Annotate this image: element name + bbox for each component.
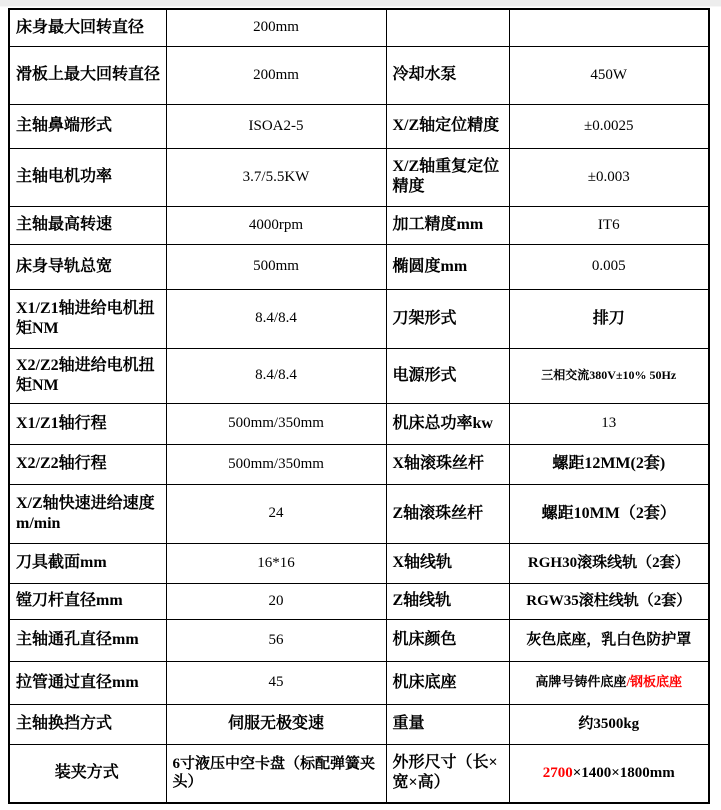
spec-value: 24: [166, 484, 386, 543]
spec-value: ±0.003: [509, 148, 709, 206]
spec-label: 主轴鼻端形式: [9, 104, 166, 148]
spec-label: 机床总功率kw: [386, 403, 509, 444]
spec-table: [8, 8, 710, 804]
top-strip: [0, 0, 721, 7]
spec-label: 刀架形式: [386, 289, 509, 348]
spec-label: X/Z轴定位精度: [386, 104, 509, 148]
spec-label: 床身最大回转直径: [9, 9, 166, 46]
spec-value: 螺距10MM（2套）: [509, 484, 709, 543]
spec-label: 冷却水泵: [386, 46, 509, 104]
spec-value: 排刀: [509, 289, 709, 348]
spec-value-part-black: 高牌号铸件底座: [535, 674, 627, 690]
spec-value: 灰色底座，乳白色防护罩: [509, 619, 709, 661]
spec-value: 500mm: [166, 244, 386, 289]
table-row: [9, 289, 709, 348]
spec-label: 装夹方式: [9, 744, 166, 803]
spec-label: 主轴换挡方式: [9, 704, 166, 744]
spec-value: IT6: [509, 206, 709, 244]
spec-value: 56: [166, 619, 386, 661]
spec-value: ±0.0025: [509, 104, 709, 148]
spec-value: 伺服无极变速: [166, 704, 386, 744]
spec-value: 200mm: [166, 46, 386, 104]
spec-label: 滑板上最大回转直径: [9, 46, 166, 104]
spec-value-part-red: /钢板底座: [626, 674, 683, 690]
spec-label: 刀具截面mm: [9, 543, 166, 583]
table-row: [9, 148, 709, 206]
table-row: [9, 104, 709, 148]
spec-label: Z轴线轨: [386, 583, 509, 619]
table-row: [9, 619, 709, 661]
spec-value: 0.005: [509, 244, 709, 289]
spec-value: 3.7/5.5KW: [166, 148, 386, 206]
spec-value: 20: [166, 583, 386, 619]
spec-label: X/Z轴重复定位精度: [386, 148, 509, 206]
spec-label: X1/Z1轴进给电机扭矩NM: [9, 289, 166, 348]
spec-label: 主轴最高转速: [9, 206, 166, 244]
table-row: [9, 403, 709, 444]
spec-label: X轴滚珠丝杆: [386, 444, 509, 484]
spec-label: 电源形式: [386, 348, 509, 403]
spec-value: 8.4/8.4: [166, 348, 386, 403]
spec-label: 拉管通过直径mm: [9, 661, 166, 704]
spec-label: X/Z轴快速进给速度m/min: [9, 484, 166, 543]
spec-value: 6寸液压中空卡盘（标配弹簧夹头）: [166, 744, 386, 803]
spec-value: 13: [509, 403, 709, 444]
spec-value: RGH30滚珠线轨（2套）: [509, 543, 709, 583]
spec-label: 主轴电机功率: [9, 148, 166, 206]
spec-value: ISOA2-5: [166, 104, 386, 148]
spec-value: 450W: [509, 46, 709, 104]
spec-label: 重量: [386, 704, 509, 744]
table-row: [9, 661, 709, 704]
spec-label: [386, 9, 509, 46]
spec-value: [509, 661, 709, 704]
spec-value: 约3500kg: [509, 704, 709, 744]
table-row: [9, 444, 709, 484]
table-row: [9, 206, 709, 244]
spec-label: X轴线轨: [386, 543, 509, 583]
spec-label: 椭圆度mm: [386, 244, 509, 289]
spec-label: 机床底座: [386, 661, 509, 704]
spec-value: RGW35滚柱线轨（2套）: [509, 583, 709, 619]
spec-value: 200mm: [166, 9, 386, 46]
table-row: [9, 744, 709, 803]
spec-label: 加工精度mm: [386, 206, 509, 244]
spec-value: 16*16: [166, 543, 386, 583]
spec-value: 500mm/350mm: [166, 444, 386, 484]
table-row: [9, 9, 709, 46]
spec-value: 45: [166, 661, 386, 704]
spec-label: X1/Z1轴行程: [9, 403, 166, 444]
spec-value: [509, 9, 709, 46]
spec-value: 螺距12MM(2套): [509, 444, 709, 484]
table-row: [9, 244, 709, 289]
spec-label: 主轴通孔直径mm: [9, 619, 166, 661]
spec-value: 8.4/8.4: [166, 289, 386, 348]
spec-label: X2/Z2轴进给电机扭矩NM: [9, 348, 166, 403]
spec-label: 镗刀杆直径mm: [9, 583, 166, 619]
spec-label: X2/Z2轴行程: [9, 444, 166, 484]
table-row: [9, 484, 709, 543]
table-row: [9, 348, 709, 403]
spec-label: Z轴滚珠丝杆: [386, 484, 509, 543]
spec-value: 三相交流380V±10% 50Hz: [509, 348, 709, 403]
spec-label: 外形尺寸（长×宽×高）: [386, 744, 509, 803]
spec-value-part-red: 2700: [542, 764, 573, 781]
spec-label: 机床颜色: [386, 619, 509, 661]
spec-value-part-black: ×1400×1800mm: [572, 764, 675, 781]
table-row: [9, 704, 709, 744]
spec-value: 500mm/350mm: [166, 403, 386, 444]
table-row: [9, 583, 709, 619]
spec-value: 4000rpm: [166, 206, 386, 244]
spec-value: [509, 744, 709, 803]
table-row: [9, 46, 709, 104]
table-row: [9, 543, 709, 583]
spec-label: 床身导轨总宽: [9, 244, 166, 289]
